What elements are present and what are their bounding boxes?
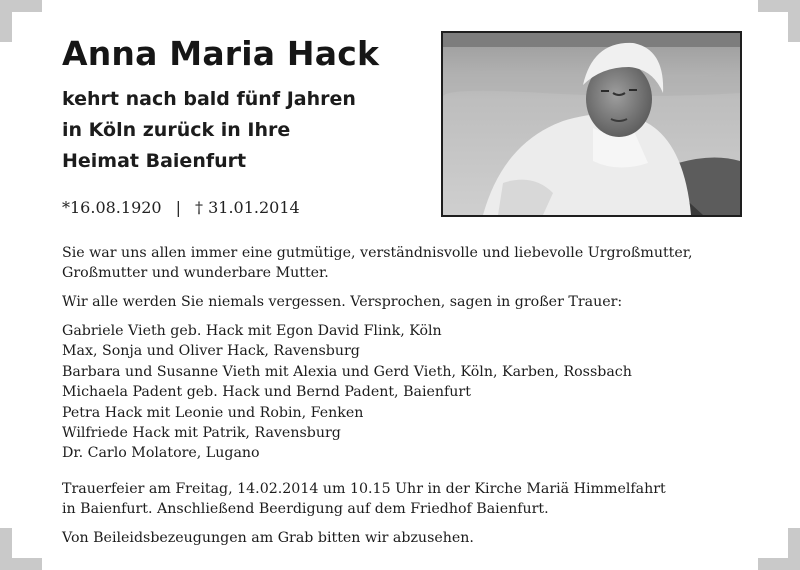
corner-mark-top-left-vertical — [0, 0, 12, 42]
portrait-photo — [441, 31, 742, 217]
death-date: † 31.01.2014 — [195, 198, 300, 217]
closing-note — [62, 528, 752, 548]
closing-line: Von Beileidsbezeugungen am Grab bitten wir abzusehen. — [62, 530, 474, 546]
subtitle-line: in Köln zurück in Ihre — [62, 119, 291, 141]
mourner-entry: Max, Sonja und Oliver Hack, Ravensburg — [62, 343, 360, 360]
subtitle-line: kehrt nach bald fünf Jahren — [62, 88, 356, 110]
mourner-entry: Petra Hack mit Leonie und Robin, Fenken — [62, 404, 364, 421]
promise-paragraph — [62, 292, 752, 312]
mourner-entry: Gabriele Vieth geb. Hack mit Egon David Flink, Köln — [62, 323, 442, 339]
subtitle-line: Heimat Baienfurt — [62, 150, 247, 172]
funeral-details — [62, 479, 752, 520]
corner-mark-bottom-left-vertical — [0, 528, 12, 570]
portrait-image — [443, 33, 740, 215]
tribute-paragraph — [62, 243, 752, 284]
mourner-entry: Wilfriede Hack mit Patrik, Ravensburg — [62, 425, 341, 442]
promise-line: Wir alle werden Sie niemals vergessen. Versprochen, sagen in großer Trauer: — [62, 294, 623, 310]
subtitle — [62, 84, 356, 177]
mourner-entry: Michaela Padent geb. Hack und Bernd Padent, Baienfurt — [62, 384, 471, 401]
birth-date: *16.08.1920 — [62, 198, 162, 217]
funeral-line: in Baienfurt. Anschließend Beerdigung auf dem Friedhof Baienfurt. — [62, 501, 549, 518]
tribute-line: Großmutter und wunderbare Mutter. — [62, 265, 329, 282]
corner-mark-bottom-right-vertical — [788, 528, 800, 570]
funeral-line: Trauerfeier am Freitag, 14.02.2014 um 10.15 Uhr in der Kirche Mariä Himmelfahrt — [62, 481, 666, 497]
tribute-line: Sie war uns allen immer eine gutmütige, verständnisvolle und liebevolle Urgroßmutter, — [62, 245, 693, 261]
mourner-entry: Dr. Carlo Molatore, Lugano — [62, 445, 260, 462]
corner-mark-top-right-vertical — [788, 0, 800, 42]
life-dates — [62, 198, 300, 217]
date-separator: | — [175, 198, 181, 217]
mourner-entry: Barbara und Susanne Vieth mit Alexia und Gerd Vieth, Köln, Karben, Rossbach — [62, 363, 632, 380]
deceased-name: Anna Maria Hack — [62, 34, 380, 73]
mourners-list — [62, 321, 752, 464]
